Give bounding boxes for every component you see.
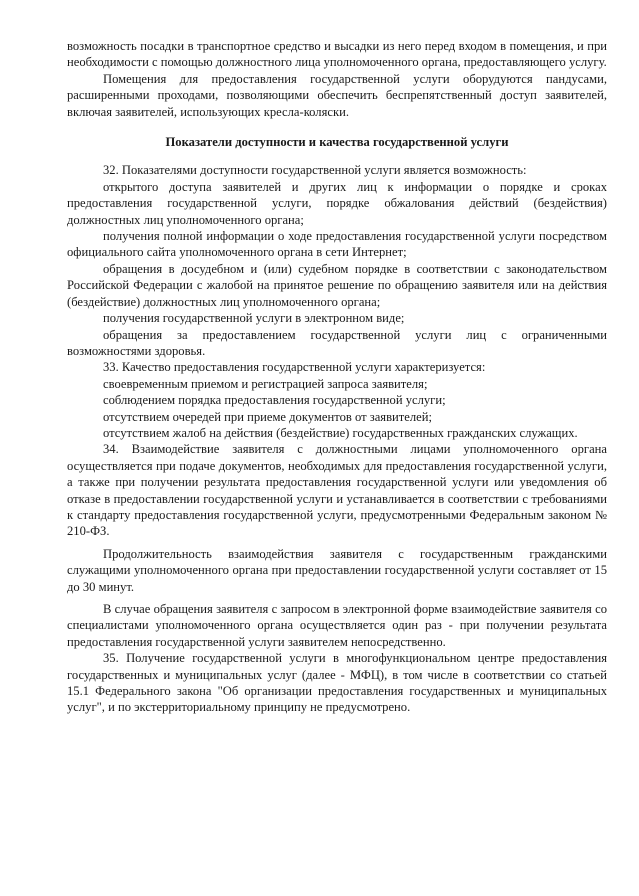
- paragraph: отсутствием очередей при приеме документов от заявителей;: [103, 409, 432, 424]
- paragraph: отсутствием жалоб на действия (бездействие) государственных гражданских служащих.: [103, 425, 578, 440]
- paragraph: Помещения для предоставления государственной услуги оборудуются пандусами, расширенными проходами, позволяющими обеспечить беспрепятственный доступ заявителей, включая заявителей, использующих кресла-коляски.: [67, 71, 607, 119]
- paragraph: 35. Получение государственной услуги в многофункциональном центре предоставления государственных и муниципальных услуг (далее - МФЦ), в том числе в соответствии со статьей 15.1 Федерального закона "Об организации предоставления государственных и муниципальных услуг", и по экстерриториальному принципу не предусмотрено.: [67, 651, 607, 715]
- paragraph: получения государственной услуги в электронном виде;: [103, 311, 405, 326]
- paragraph: 32. Показателями доступности государственной услуги является возможность:: [103, 163, 527, 178]
- paragraph: получения полной информации о ходе предоставления государственной услуги посредством официального сайта уполномоченного органа в сети Интернет;: [67, 229, 607, 260]
- paragraph: 34. Взаимодействие заявителя с должностными лицами уполномоченного органа осуществляется при подаче документов, необходимых для предоставления государственной услуги, а также при получении результата предоставления государственной услуги или уведомления об отказе в предоставлении государственной услуги и устанавливается в соответствии с требованиями к стандарту предоставления государственной услуги, предусмотренными Федеральным законом № 210-ФЗ.: [67, 442, 607, 539]
- paragraph: обращения за предоставлением государственной услуги лиц с ограниченными возможностями здоровья.: [67, 327, 607, 358]
- paragraph: Продолжительность взаимодействия заявителя с государственным гражданскими служащими уполномоченного органа при предоставлении государственной услуги составляет от 15 до 30 минут.: [67, 546, 607, 594]
- paragraph: В случае обращения заявителя с запросом в электронной форме взаимодействие заявителя со специалистами уполномоченного органа осуществляется один раз - при получении результата предоставления государственной услуги заявителем непосредственно.: [67, 602, 607, 649]
- paragraph: обращения в досудебном и (или) судебном порядке в соответствии с законодательством Российской Федерации с жалобой на принятое решение по обращению заявителя или на действия (бездействие) должностных лиц уполномоченного органа;: [67, 261, 607, 309]
- paragraph: соблюдением порядка предоставления государственной услуги;: [103, 393, 446, 408]
- paragraph: 33. Качество предоставления государственной услуги характеризуется:: [103, 360, 486, 375]
- paragraph: своевременным приемом и регистрацией запроса заявителя;: [103, 376, 428, 391]
- section-heading: Показатели доступности и качества государственной услуги: [165, 135, 509, 150]
- paragraph: открытого доступа заявителей и других лиц к информации о порядке и сроках предоставления государственной услуги, порядке обжалования действий (бездействия) должностных лиц уполномоченного органа;: [67, 179, 607, 227]
- paragraph: возможность посадки в транспортное средство и высадки из него перед входом в помещения, и при необходимости с помощью должностного лица уполномоченного органа, предоставляющего услугу.: [67, 39, 607, 70]
- document-body: [67, 38, 607, 716]
